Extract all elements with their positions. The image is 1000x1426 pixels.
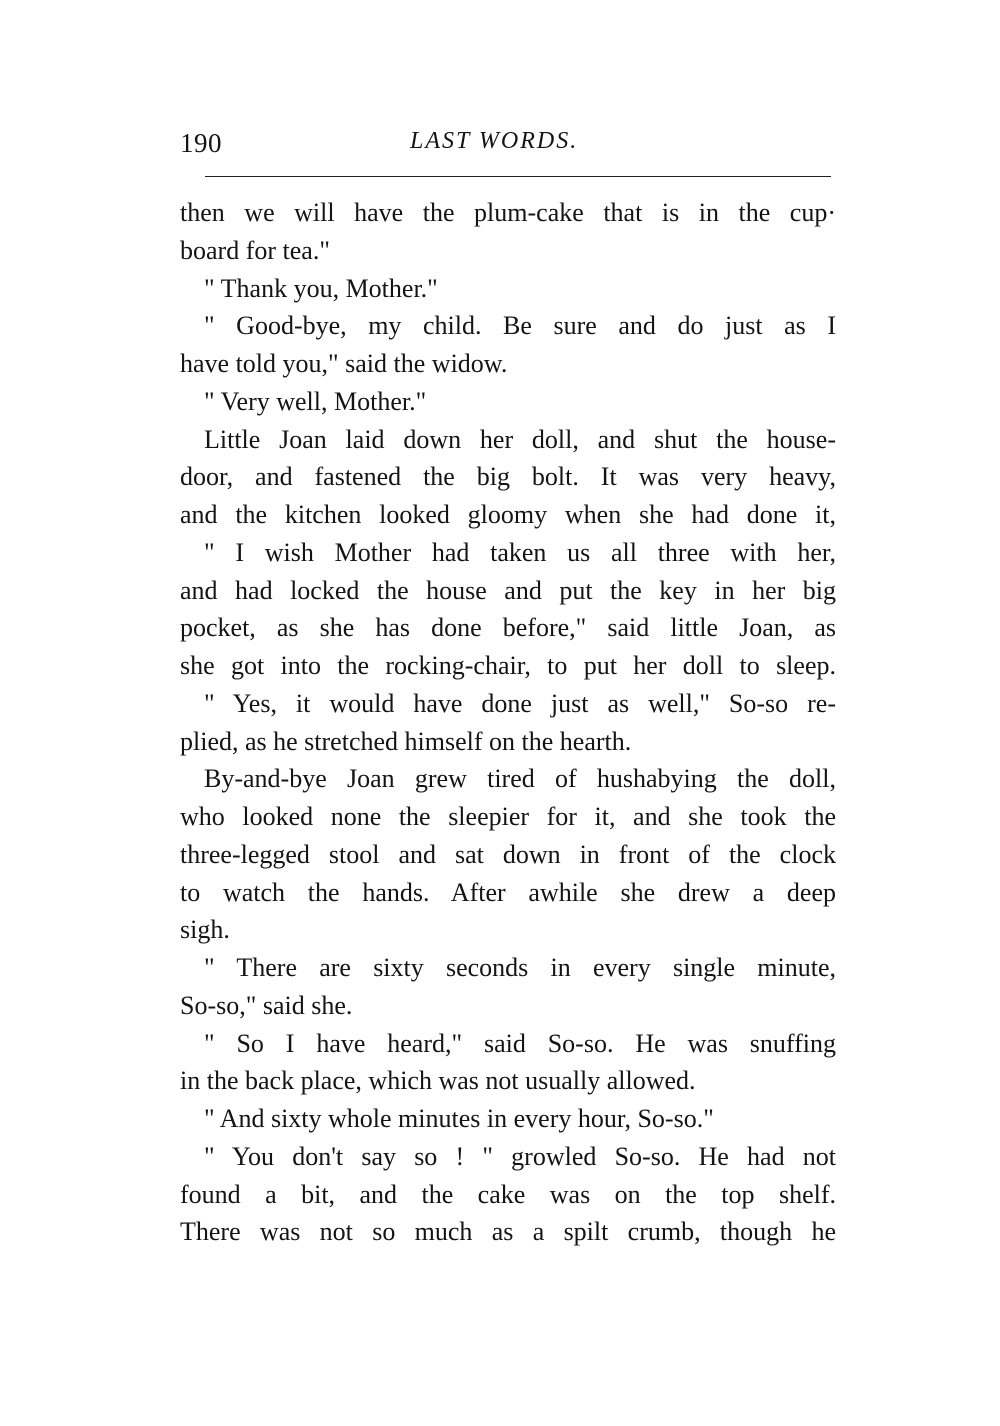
text-line: have told you," said the widow. (180, 349, 508, 378)
text-line: " Yes, it would have done just as well," So-so re- (204, 688, 836, 718)
text-line: three-legged stool and sat down in front of the clock (180, 839, 836, 869)
page-header (180, 128, 836, 162)
text-line: sigh. (180, 915, 230, 945)
text-line: Little Joan laid down her doll, and shut the house- (204, 424, 836, 454)
running-title: LAST WORDS. (410, 128, 579, 154)
text-line: " Good-bye, my child. Be sure and do just as I (204, 311, 836, 341)
text-line: found a bit, and the cake was on the top shelf. (180, 1179, 836, 1209)
text-line: There was not so much as a spilt crumb, though he (180, 1217, 836, 1247)
text-line: " And sixty whole minutes in every hour, So-so." (204, 1104, 714, 1133)
text-line: who looked none the sleepier for it, and she took the (180, 802, 836, 831)
text-line: and had locked the house and put the key in her big (180, 575, 836, 605)
text-line: " I wish Mother had taken us all three with her, (204, 537, 836, 567)
header-rule (205, 176, 831, 177)
text-line: then we will have the plum-cake that is in the cup· (180, 198, 836, 227)
text-line: pocket, as she has done before," said little Joan, as (180, 613, 836, 643)
page-number: 190 (180, 128, 222, 158)
text-line: So-so," said she. (180, 990, 353, 1020)
text-line: " There are sixty seconds in every single minute, (204, 953, 836, 982)
text-line: By-and-bye Joan grew tired of hushabying the doll, (204, 764, 836, 794)
text-line: she got into the rocking-chair, to put her doll to sleep. (180, 651, 836, 680)
text-line: board for tea." (180, 235, 330, 265)
body-text (180, 194, 836, 1251)
text-line: door, and fastened the big bolt. It was very heavy, (180, 462, 836, 492)
text-line: " You don't say so ! " growled So-so. He had not (204, 1141, 836, 1171)
text-line: " So I have heard," said So-so. He was snuffing (204, 1028, 836, 1058)
text-line: plied, as he stretched himself on the hearth. (180, 726, 632, 756)
text-line: in the back place, which was not usually allowed. (180, 1066, 696, 1096)
text-line: " Very well, Mother." (204, 386, 427, 416)
text-line: to watch the hands. After awhile she drew a deep (180, 877, 836, 907)
text-line: and the kitchen looked gloomy when she had done it, (180, 500, 836, 529)
text-line: " Thank you, Mother." (204, 273, 438, 303)
